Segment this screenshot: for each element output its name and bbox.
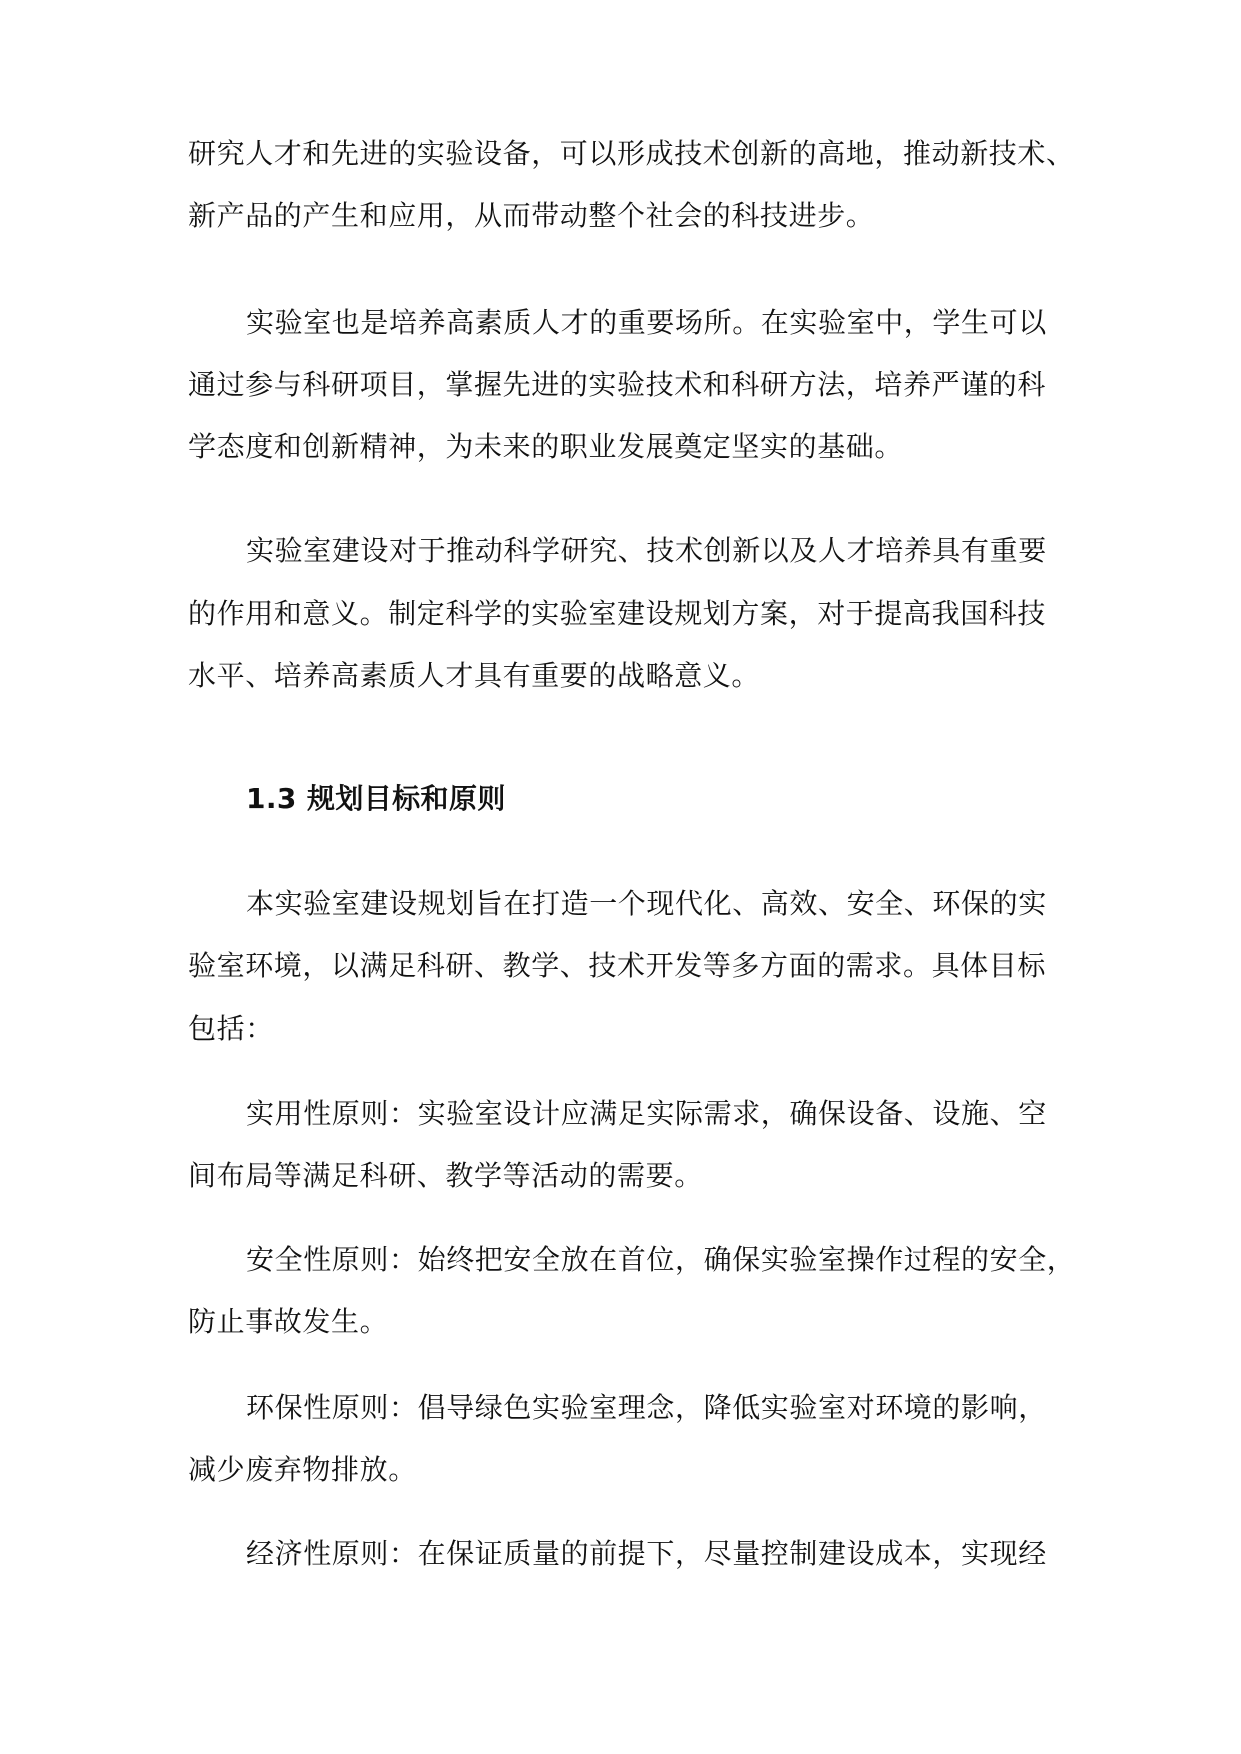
paragraph-line: 实验室建设对于推动科学研究、技术创新以及人才培养具有重要 bbox=[246, 534, 1047, 567]
paragraph-line: 减少废弃物排放。 bbox=[188, 1453, 417, 1486]
paragraph-line: 间布局等满足科研、教学等活动的需要。 bbox=[188, 1159, 703, 1192]
paragraph-line: 环保性原则：倡导绿色实验室理念，降低实验室对环境的影响， bbox=[246, 1391, 1047, 1424]
paragraph-line: 安全性原则：始终把安全放在首位，确保实验室操作过程的安全， bbox=[246, 1243, 1076, 1276]
paragraph-line: 学态度和创新精神，为未来的职业发展奠定坚实的基础。 bbox=[188, 430, 904, 463]
paragraph-line: 本实验室建设规划旨在打造一个现代化、高效、安全、环保的实 bbox=[246, 887, 1047, 920]
paragraph-line: 验室环境，以满足科研、教学、技术开发等多方面的需求。具体目标 bbox=[188, 949, 1047, 982]
paragraph-line: 实用性原则：实验室设计应满足实际需求，确保设备、设施、空 bbox=[246, 1097, 1047, 1130]
paragraph-line: 包括： bbox=[188, 1012, 274, 1045]
paragraph-line: 水平、培养高素质人才具有重要的战略意义。 bbox=[188, 659, 761, 692]
paragraph-line: 通过参与科研项目，掌握先进的实验技术和科研方法，培养严谨的科 bbox=[188, 368, 1047, 401]
paragraph-line: 的作用和意义。制定科学的实验室建设规划方案，对于提高我国科技 bbox=[188, 597, 1047, 630]
paragraph-line: 经济性原则：在保证质量的前提下，尽量控制建设成本，实现经 bbox=[246, 1537, 1047, 1570]
paragraph-line: 研究人才和先进的实验设备，可以形成技术创新的高地，推动新技术、 bbox=[188, 137, 1075, 170]
paragraph-line: 防止事故发生。 bbox=[188, 1305, 389, 1338]
section-heading: 1.3 规划目标和原则 bbox=[246, 782, 506, 815]
paragraph-line: 新产品的产生和应用，从而带动整个社会的科技进步。 bbox=[188, 199, 875, 232]
paragraph-line: 实验室也是培养高素质人才的重要场所。在实验室中，学生可以 bbox=[246, 306, 1047, 339]
